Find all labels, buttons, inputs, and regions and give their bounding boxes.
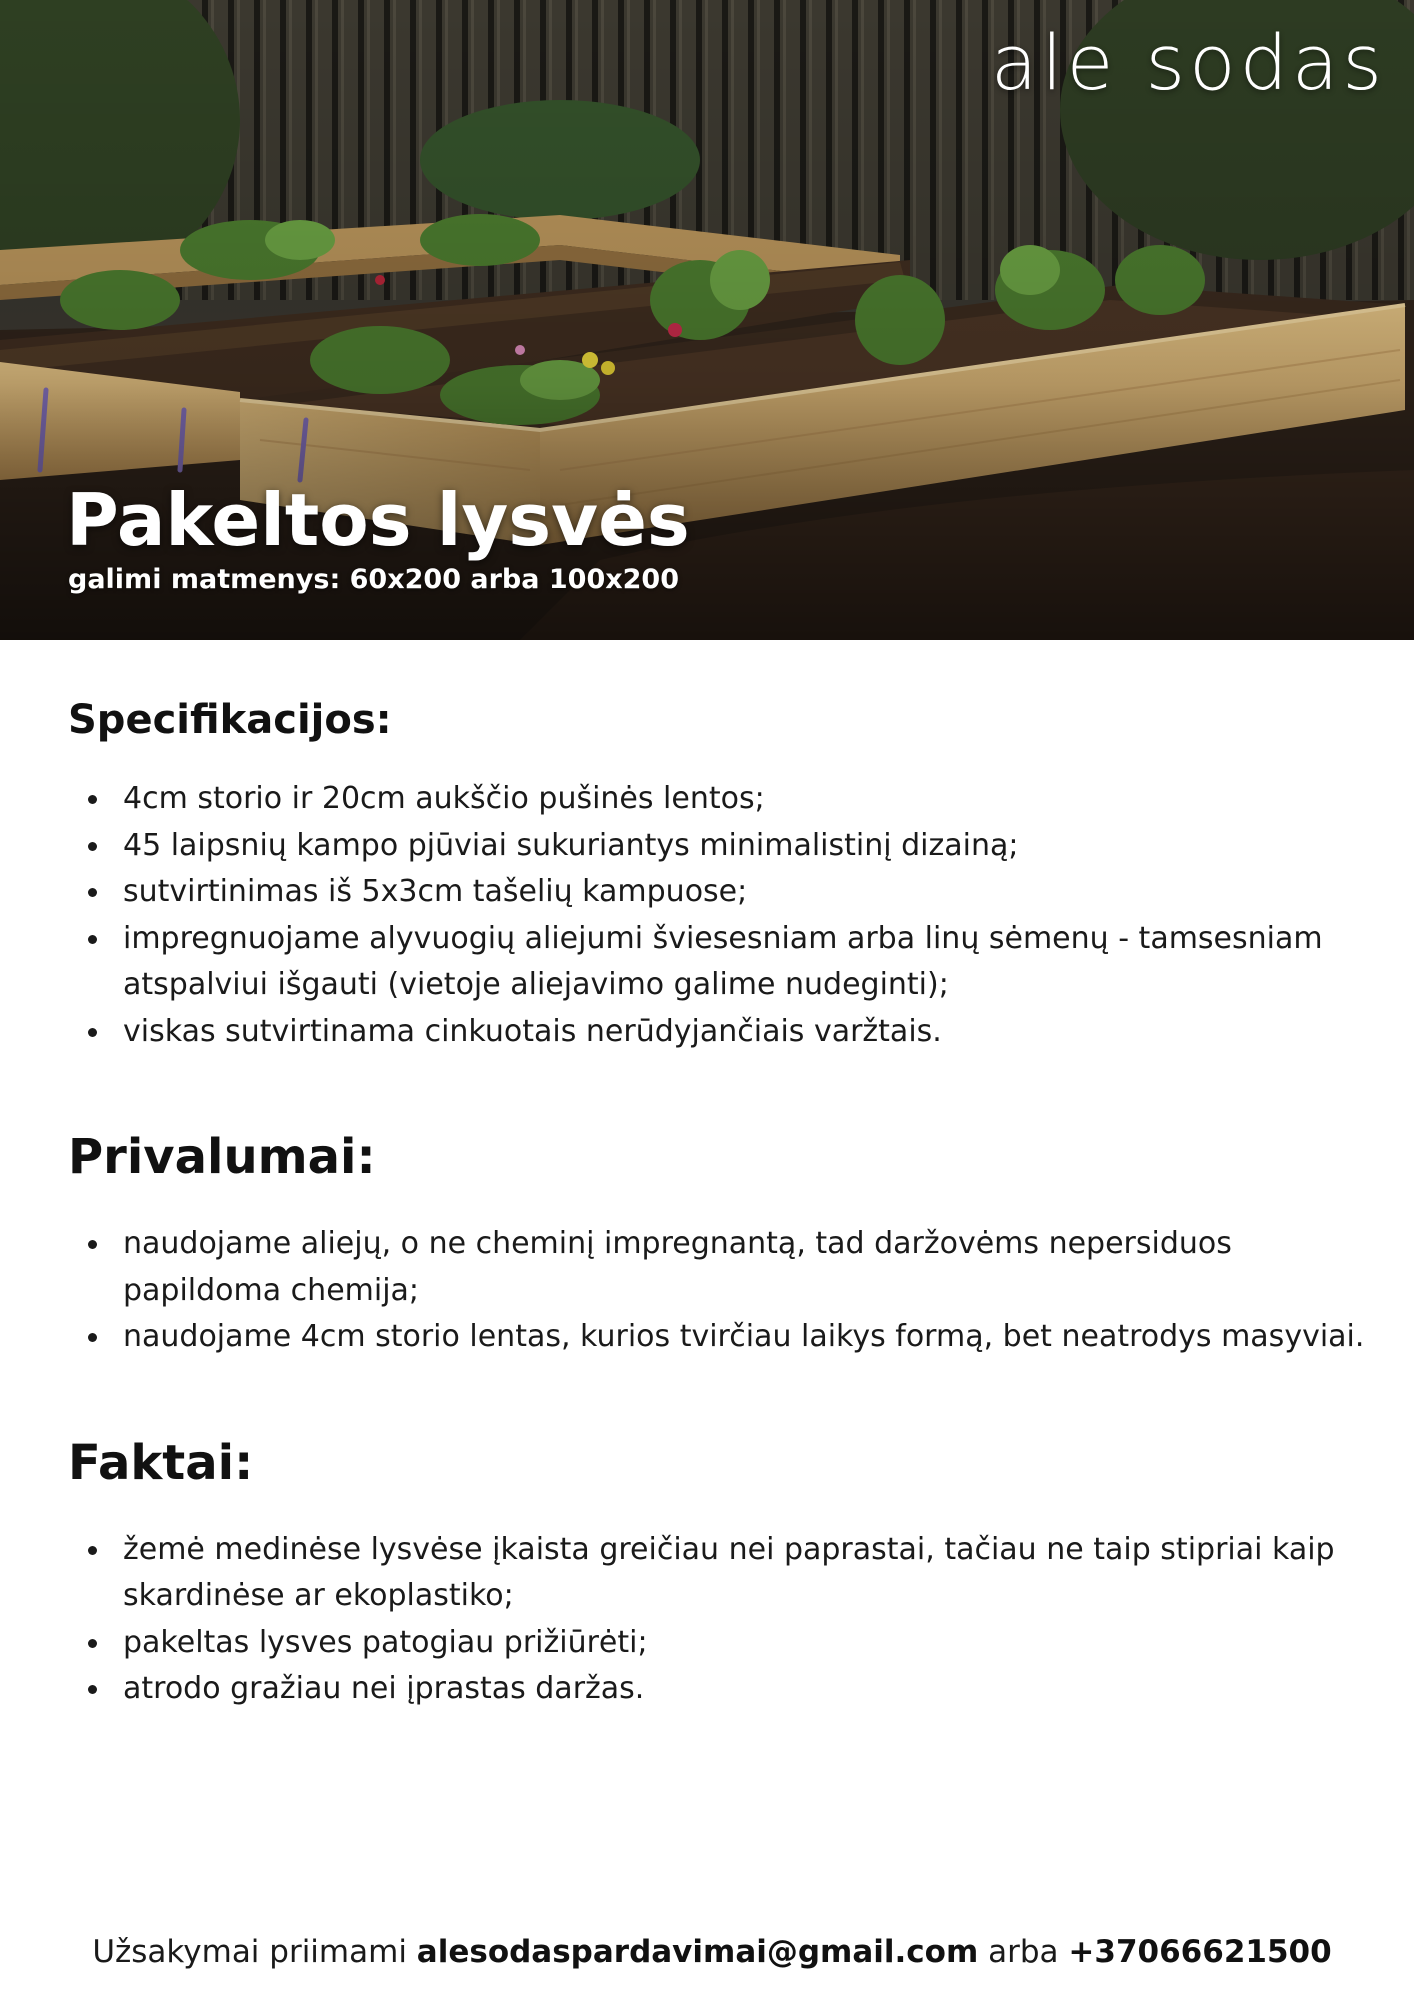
footer-middle: arba bbox=[988, 1934, 1059, 1970]
list-item: naudojame 4cm storio lentas, kurios tvirčiau laikys formą, bet neatrodys masyviai. bbox=[68, 1314, 1368, 1361]
facts-section bbox=[68, 1434, 1368, 1713]
advantages-section bbox=[68, 1129, 1368, 1361]
list-item: atrodo gražiau nei įprastas daržas. bbox=[68, 1666, 1368, 1713]
list-item: pakeltas lysves patogiau prižiūrėti; bbox=[68, 1620, 1368, 1667]
contact-footer bbox=[0, 1934, 1414, 1970]
specifications-section bbox=[68, 697, 1368, 1055]
list-item: 45 laipsnių kampo pjūviai sukuriantys minimalistinį dizainą; bbox=[68, 823, 1368, 870]
advantages-list bbox=[68, 1221, 1368, 1361]
specifications-list bbox=[68, 776, 1368, 1055]
list-item: naudojame aliejų, o ne cheminį impregnantą, tad daržovėms nepersiduos papildoma chemija; bbox=[68, 1221, 1368, 1314]
footer-prefix: Užsakymai priimami bbox=[92, 1934, 407, 1970]
brand-logo-text: ale sodas bbox=[990, 18, 1386, 107]
content bbox=[68, 697, 1368, 1791]
list-item: impregnuojame alyvuogių aliejumi šviesesniam arba linų sėmenų - tamsesniam atspalviui išgauti (vietoje aliejavimo galime nudeginti); bbox=[68, 916, 1368, 1009]
advantages-title: Privalumai: bbox=[68, 1129, 376, 1185]
facts-list bbox=[68, 1527, 1368, 1713]
list-item: žemė medinėse lysvėse įkaista greičiau nei paprastai, tačiau ne taip stipriai kaip skardinėse ar ekoplastiko; bbox=[68, 1527, 1368, 1620]
facts-title: Faktai: bbox=[68, 1434, 254, 1491]
phone-link[interactable]: +37066621500 bbox=[1068, 1934, 1332, 1970]
list-item: viskas sutvirtinama cinkuotais nerūdyjančiais varžtais. bbox=[68, 1009, 1368, 1056]
email-link[interactable]: alesodaspardavimai@gmail.com bbox=[416, 1934, 979, 1970]
page-subtitle: galimi matmenys: 60x200 arba 100x200 bbox=[68, 564, 680, 595]
page-title: Pakeltos lysvės bbox=[66, 478, 690, 562]
list-item: 4cm storio ir 20cm aukščio pušinės lentos; bbox=[68, 776, 1368, 823]
specifications-title: Specifikacijos: bbox=[68, 697, 392, 743]
list-item: sutvirtinimas iš 5x3cm tašelių kampuose; bbox=[68, 869, 1368, 916]
hero-image bbox=[0, 0, 1414, 640]
